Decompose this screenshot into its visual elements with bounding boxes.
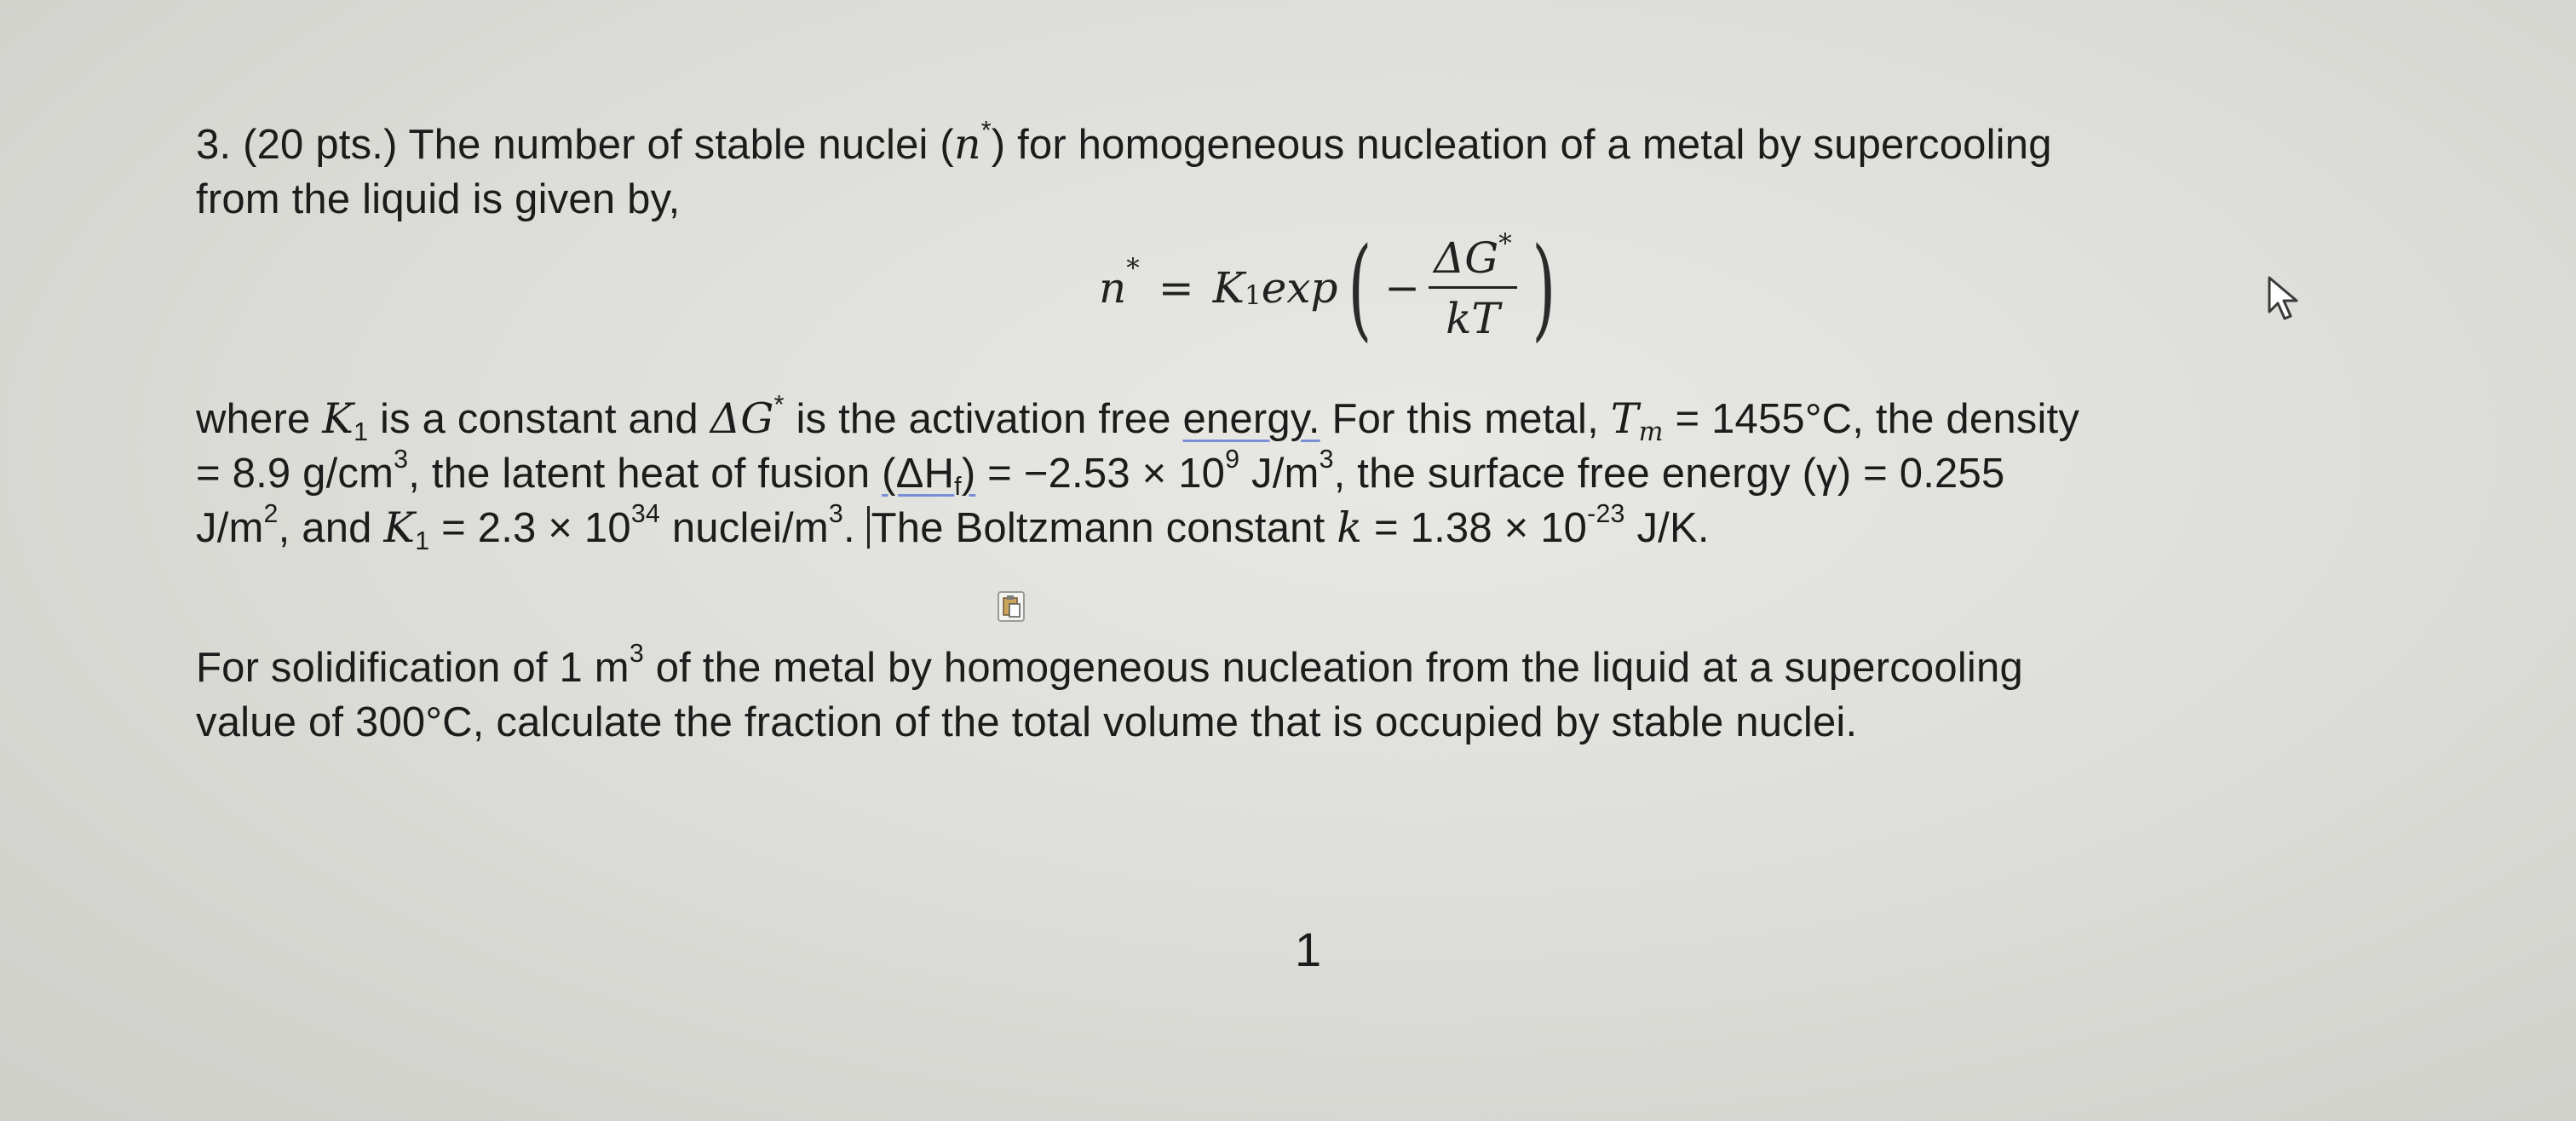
formula-equals: = xyxy=(1158,263,1194,313)
superscript: 3 xyxy=(828,499,843,529)
formula-lhs: n xyxy=(1099,263,1127,313)
given-text: . xyxy=(843,505,867,551)
task-line-1 xyxy=(196,641,2428,695)
formula-denominator: kT xyxy=(1446,293,1500,343)
task-line-2: value of 300°C, calculate the fraction of the total volume that is occupied by stable nuclei. xyxy=(196,699,1858,745)
given-text: J/m xyxy=(1239,451,1320,497)
given-text: where xyxy=(196,396,323,442)
given-text: For this metal, xyxy=(1320,396,1611,442)
given-text: , the latent heat of fusion xyxy=(408,451,883,497)
delta-g-symbol: ΔG xyxy=(710,394,774,443)
delta-h-sub: f xyxy=(954,472,962,502)
given-line-2 xyxy=(196,446,2428,501)
given-text: = 2.3 × 10 xyxy=(429,505,631,551)
tm-symbol: T xyxy=(1610,394,1639,443)
numerator-star: * xyxy=(1498,228,1512,260)
given-text: J/K. xyxy=(1624,505,1710,551)
superscript: 2 xyxy=(263,499,279,529)
k1-sub: 1 xyxy=(354,417,369,447)
given-text: = 1455°C, the density xyxy=(1663,396,2080,442)
tm-sub: m xyxy=(1638,417,1664,448)
intro-n-star: * xyxy=(980,116,992,146)
question-intro xyxy=(196,118,2428,227)
given-text: J/m xyxy=(196,505,264,551)
k1-symbol: K xyxy=(383,503,416,552)
delta-h-close: ) xyxy=(961,451,976,497)
given-text: The Boltzmann constant xyxy=(871,505,1337,551)
given-text: is the activation free xyxy=(784,396,1183,442)
intro-line-1 xyxy=(196,118,2428,172)
formula-fraction xyxy=(1429,228,1517,343)
superscript: 9 xyxy=(1225,445,1240,474)
intro-text-a: 3. (20 pts.) The number of stable nuclei ( xyxy=(196,122,954,168)
given-text: = 1.38 × 10 xyxy=(1362,505,1588,551)
nucleation-equation: n * = K $_1$ exp ( − $\frac{\Delta G^*}{kT}$ ) xyxy=(1099,223,1555,353)
formula-left-paren: ( xyxy=(1347,223,1371,353)
given-text: = −2.53 × 10 xyxy=(975,451,1226,497)
boltzmann-k-symbol: k xyxy=(1337,503,1363,552)
formula-minus: − xyxy=(1384,263,1421,313)
superscript: -23 xyxy=(1587,499,1625,529)
spellcheck-delta-h-term[interactable] xyxy=(882,451,976,502)
superscript: 3 xyxy=(1319,445,1334,474)
mouse-pointer-icon xyxy=(2266,274,2305,322)
given-text: = 8.9 g/cm xyxy=(196,451,394,497)
formula-exp: exp xyxy=(1261,263,1338,313)
intro-n-symbol: n xyxy=(953,120,981,169)
given-text: , and xyxy=(278,505,384,551)
task-text: For solidification of 1 m xyxy=(196,645,630,691)
superscript: 3 xyxy=(394,445,409,474)
intro-text-b: ) for homogeneous nucleation of a metal by supercooling xyxy=(991,122,2052,168)
given-text: nuclei/m xyxy=(660,505,829,551)
delta-g-star: * xyxy=(773,390,785,420)
task-text: of the metal by homogeneous nucleation from the liquid at a supercooling xyxy=(643,645,2023,691)
task-statement xyxy=(196,641,2428,750)
page-number: 1 xyxy=(1295,923,1322,976)
spellcheck-energy-word[interactable]: energy. xyxy=(1182,396,1320,442)
formula-k: K xyxy=(1212,263,1245,313)
numerator-text: ΔG xyxy=(1434,233,1499,283)
formula-right-paren: ) xyxy=(1532,223,1555,353)
given-values xyxy=(196,392,2428,555)
k1-symbol: K xyxy=(322,394,354,443)
paste-options-icon[interactable] xyxy=(998,591,1025,622)
given-line-1 xyxy=(196,392,2428,446)
given-text: , the surface free energy (γ) = 0.255 xyxy=(1333,451,2005,497)
formula-numerator xyxy=(1429,228,1517,289)
intro-line-2: from the liquid is given by, xyxy=(196,176,681,222)
k1-sub: 1 xyxy=(415,526,430,556)
text-cursor xyxy=(867,506,870,549)
superscript: 34 xyxy=(630,499,661,529)
delta-h-text: (ΔH xyxy=(882,451,955,497)
given-text: is a constant and xyxy=(368,396,710,442)
superscript: 3 xyxy=(629,639,644,669)
given-line-3 xyxy=(196,501,2428,555)
